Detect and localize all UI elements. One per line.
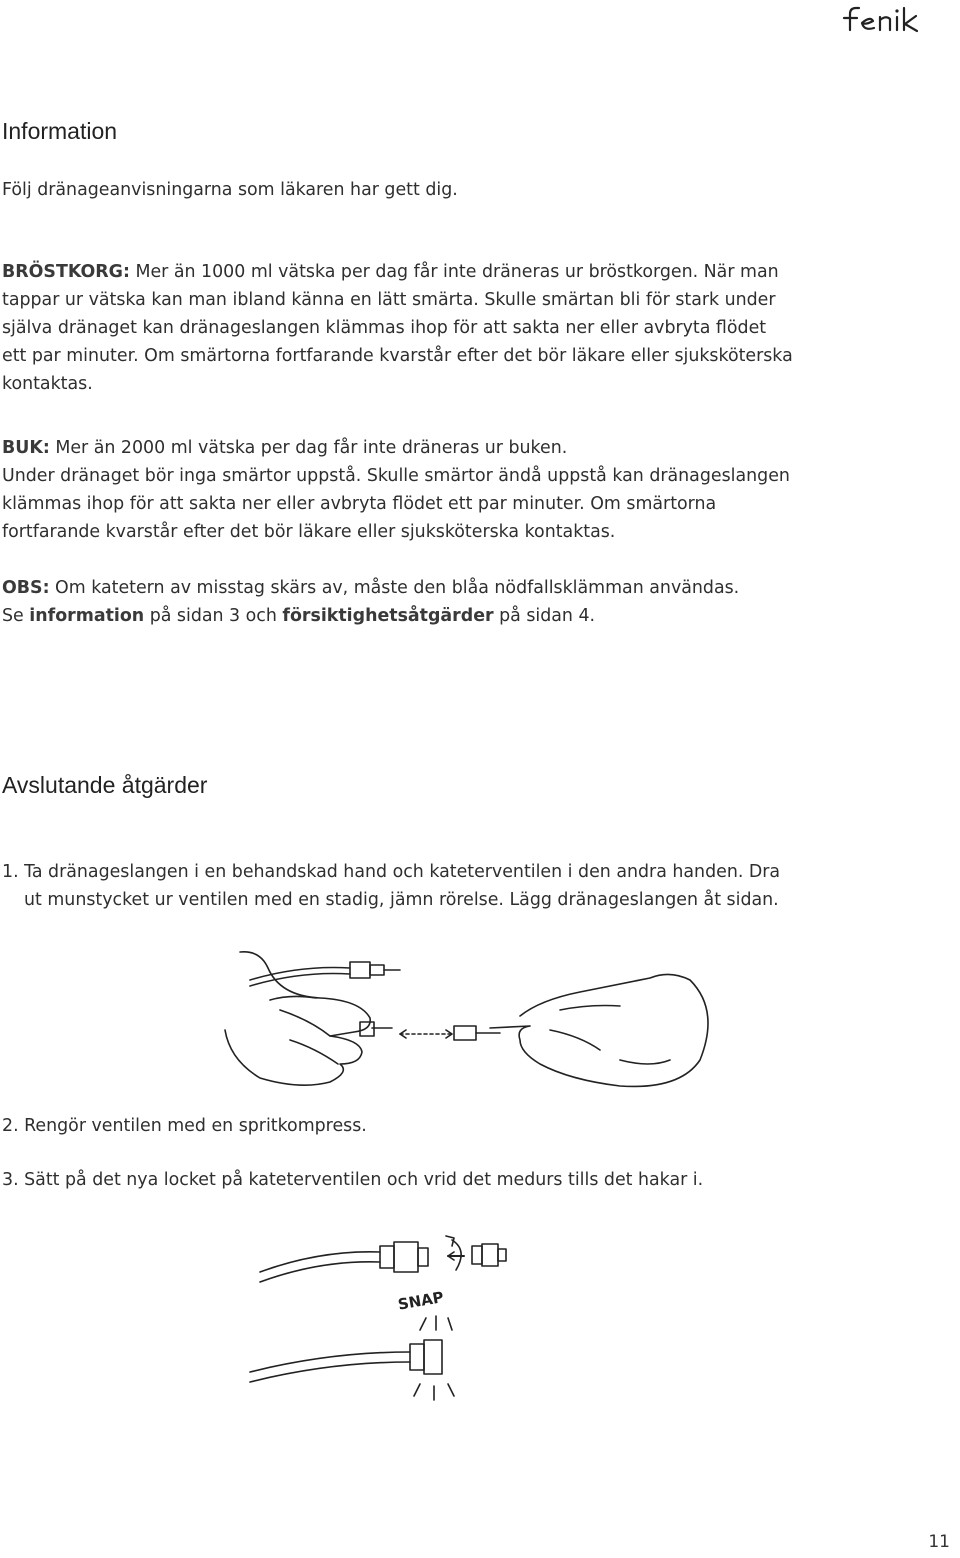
obs-paragraph	[2, 574, 902, 630]
cap-snap-illustration	[220, 1222, 740, 1422]
fenik-logo	[840, 4, 922, 34]
closing-heading: Avslutande åtgärder	[2, 772, 208, 798]
chest-line-1: Mer än 1000 ml vätska per dag får inte dräneras ur bröstkorgen. När man	[129, 262, 779, 282]
chest-line-2: tappar ur vätska kan man ibland känna en lätt smärta. Skulle smärtan bli för stark under	[2, 290, 776, 310]
intro-text: Följ dränageanvisningarna som läkaren har gett dig.	[2, 180, 458, 200]
chest-paragraph	[2, 258, 902, 398]
belly-paragraph	[2, 434, 902, 546]
obs-label: OBS:	[2, 578, 50, 598]
step-2: 2. Rengör ventilen med en spritkompress.	[2, 1116, 367, 1136]
belly-line-4: fortfarande kvarstår efter det bör läkare eller sjuksköterska kontaktas.	[2, 522, 616, 542]
step-3: 3. Sätt på det nya locket på kateterventilen och vrid det medurs tills det hakar i.	[2, 1170, 704, 1190]
see-references: Se information på sidan 3 och försiktighetsåtgärder på sidan 4.	[2, 606, 596, 626]
hands-disconnect-illustration	[220, 940, 840, 1090]
precautions-reference: försiktighetsåtgärder	[282, 606, 494, 626]
step-1-line-1: 1. Ta dränageslangen i en behandskad hand och kateterventilen i den andra handen. Dra	[2, 862, 781, 882]
belly-line-1: Mer än 2000 ml vätska per dag får inte dräneras ur buken.	[49, 438, 568, 458]
obs-line-1: Om katetern av misstag skärs av, måste den blåa nödfallsklämman användas.	[49, 578, 740, 598]
step-1-line-2: ut munstycket ur ventilen med en stadig, jämn rörelse. Lägg dränageslangen åt sidan.	[24, 890, 779, 910]
belly-label: BUK:	[2, 438, 50, 458]
page-number: 11	[928, 1532, 950, 1552]
information-reference: information	[29, 606, 145, 626]
snap-label: SNAP	[396, 1287, 445, 1314]
chest-line-5: kontaktas.	[2, 374, 93, 394]
belly-line-2: Under dränaget bör inga smärtor uppstå. Skulle smärtor ändå uppstå kan dränageslangen	[2, 466, 790, 486]
step-1	[2, 858, 882, 914]
information-heading: Information	[2, 118, 118, 144]
chest-line-4: ett par minuter. Om smärtorna fortfarande kvarstår efter det bör läkare eller sjuksköterska	[2, 346, 793, 366]
chest-line-3: själva dränaget kan dränageslangen klämmas ihop för att sakta ner eller avbryta flödet	[2, 318, 767, 338]
belly-line-3: klämmas ihop för att sakta ner eller avbryta flödet ett par minuter. Om smärtorna	[2, 494, 717, 514]
chest-label: BRÖSTKORG:	[2, 262, 130, 282]
